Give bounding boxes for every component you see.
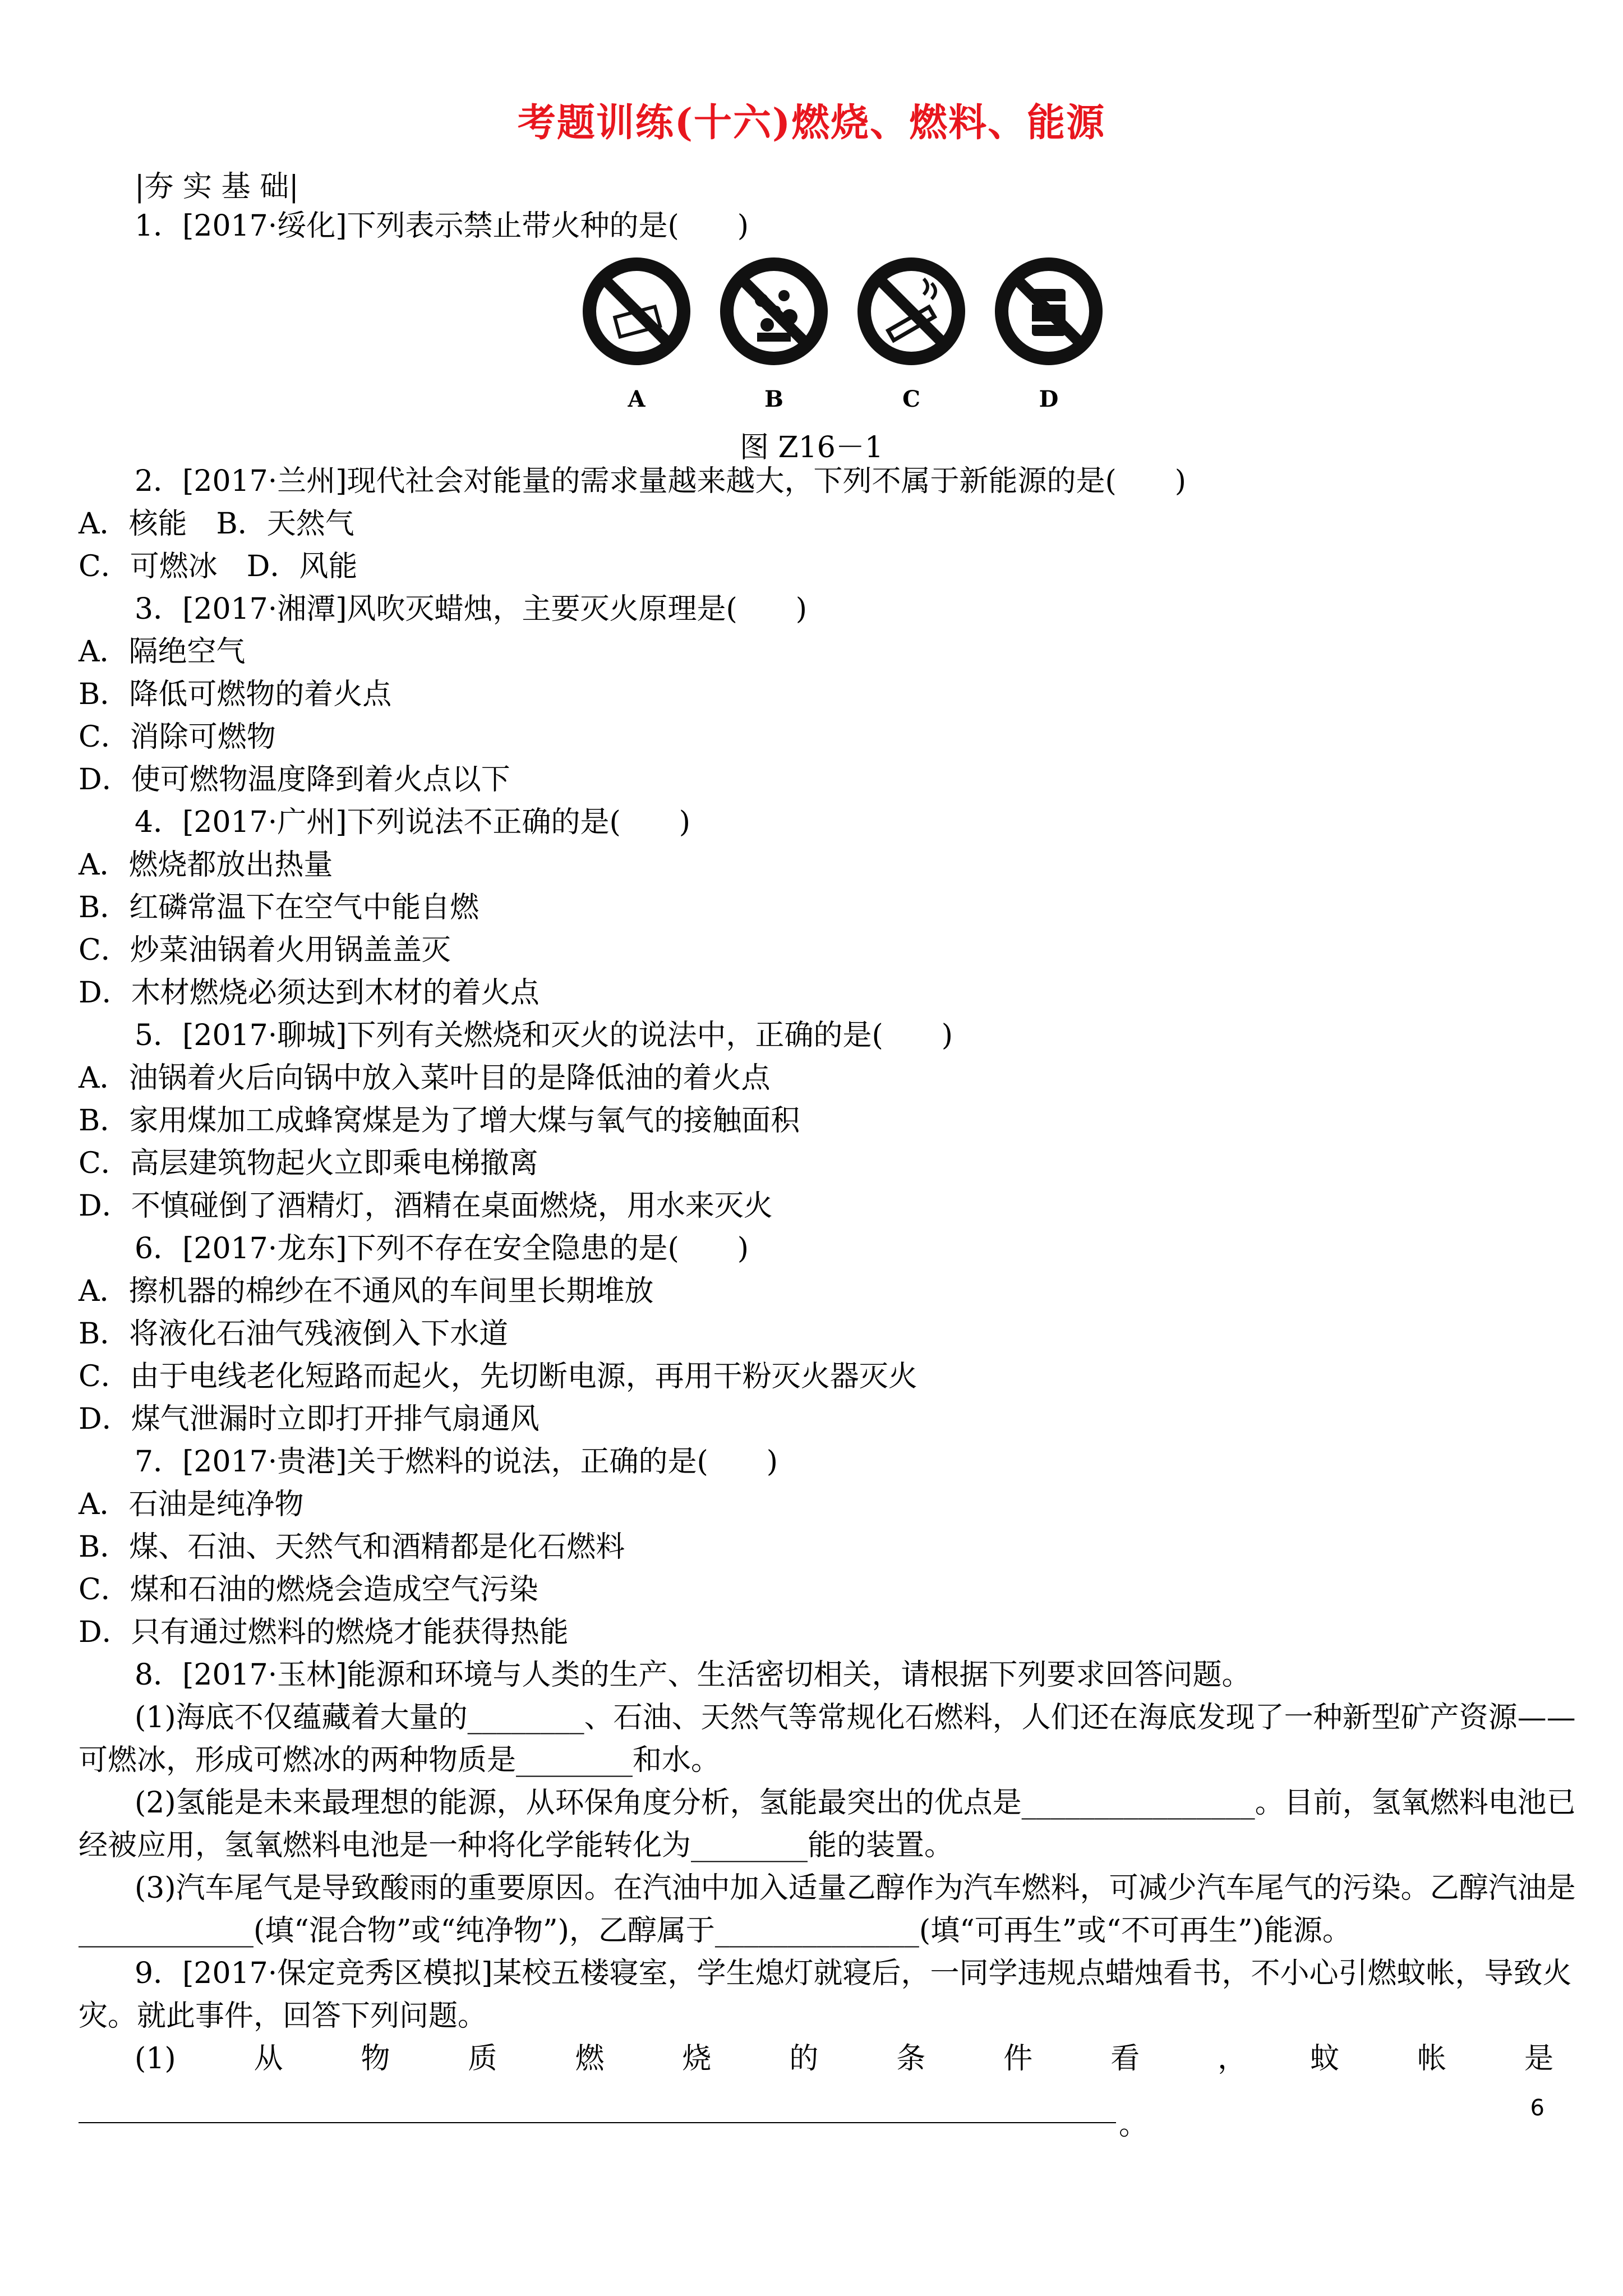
question-5: 5．[2017·聊城]下列有关燃烧和灭火的说法中，正确的是( ) [135,1019,953,1052]
option-line: C．炒菜油锅着火用锅盖盖灭 [79,933,451,967]
question-8: 8．[2017·玉林]能源和环境与人类的生产、生活密切相关，请根据下列要求回答问题。 [135,1658,1251,1692]
option-line: B．家用煤加工成蜂窝煤是为了增大煤与氧气的接触面积 [79,1104,800,1138]
figure-label-b: B [764,386,783,412]
option-line: D．煤气泄漏时立即打开排气扇通风 [79,1402,540,1436]
question-6: 6．[2017·龙东]下列不存在安全隐患的是( ) [135,1232,749,1266]
question-3: 3．[2017·湘潭]风吹灭蜡烛，主要灭火原理是( ) [135,592,808,626]
figure-label-d: D [1039,386,1059,412]
question-8-part-3: (3)汽车尾气是导致酸雨的重要原因。在汽油中加入适量乙醇作为汽车燃料，可减少汽车尾气的污染。乙醇汽油是 [135,1871,1576,1905]
page-number: 6 [1530,2095,1544,2121]
option-line: B．将液化石油气残液倒入下水道 [79,1317,509,1351]
option-line: A．石油是纯净物 [79,1488,304,1521]
question-1: 1．[2017·绥化]下列表示禁止带火种的是( ) [135,209,749,243]
option-line: A．核能 B．天然气 [79,507,354,541]
question-8-part-2-cont: 经被应用，氢氧燃料电池是一种将化学能转化为________能的装置。 [79,1829,954,1862]
question-2: 2．[2017·兰州]现代社会对能量的需求量越来越大，下列不属于新能源的是( ) [135,464,1187,498]
answer-blank [79,2122,1116,2123]
option-line: C．高层建筑物起火立即乘电梯撤离 [79,1147,538,1180]
no-oil-drum-icon [993,255,1105,367]
figure-label-a: A [628,386,645,412]
option-line: A．隔绝空气 [79,635,246,669]
no-fireworks-icon [718,255,830,367]
option-line: A．擦机器的棉纱在不通风的车间里长期堆放 [79,1274,654,1308]
option-line: D．使可燃物温度降到着火点以下 [79,763,510,797]
option-line: B．煤、石油、天然气和酒精都是化石燃料 [79,1530,625,1564]
figure-signs [580,255,1108,379]
option-line: B．降低可燃物的着火点 [79,678,392,711]
option-line: B．红磷常温下在空气中能自燃 [79,891,479,924]
section-heading: |夯 实 基 础| [135,170,299,204]
page-title: 考题训练(十六)燃烧、燃料、能源 [517,100,1106,145]
no-matches-icon [580,255,693,367]
option-line: C．可燃冰 D．风能 [79,550,358,583]
question-8-part-1: (1)海底不仅蕴藏着大量的________、石油、天然气等常规化石燃料，人们还在海底发现了一种新型矿产资源—— [135,1701,1576,1734]
question-9-part-1: (1) 从 物 质 燃 烧 的 条 件 看 ， 蚊 帐 是 [135,2042,1553,2076]
question-8-part-3-cont: ____________(填“混合物”或“纯净物”)，乙醇属于______________(填“可再生”或“不可再生”)能源。 [79,1914,1352,1948]
option-line: A．油锅着火后向锅中放入菜叶目的是降低油的着火点 [79,1061,771,1095]
figure-label-c: C [902,386,920,412]
option-line: C．消除可燃物 [79,720,276,754]
option-line: C．由于电线老化短路而起火，先切断电源，再用干粉灭火器灭火 [79,1360,917,1393]
option-line: D．只有通过燃料的燃烧才能获得热能 [79,1616,569,1649]
question-7: 7．[2017·贵港]关于燃料的说法，正确的是( ) [135,1445,778,1479]
answer-blank-end: 。 [1119,2108,1149,2142]
question-4: 4．[2017·广州]下列说法不正确的是( ) [135,806,691,839]
figure-caption: 图 Z16－1 [740,431,883,464]
question-9: 9．[2017·保定竞秀区模拟]某校五楼寝室，学生熄灯就寝后，一同学违规点蜡烛看书，不小心引燃蚊帐，导致火 [135,1957,1572,1990]
option-line: C．煤和石油的燃烧会造成空气污染 [79,1573,538,1607]
no-smoking-icon [855,255,967,367]
question-8-part-2: (2)氢能是未来最理想的能源，从环保角度分析，氢能最突出的优点是________________。目前，氢氧燃料电池已 [135,1786,1576,1820]
question-9-cont: 灾。就此事件，回答下列问题。 [79,1999,487,2033]
option-line: D．不慎碰倒了酒精灯，酒精在桌面燃烧，用水来灭火 [79,1189,773,1223]
option-line: D．木材燃烧必须达到木材的着火点 [79,976,540,1010]
option-line: A．燃烧都放出热量 [79,848,333,882]
question-8-part-1-cont: 可燃冰，形成可燃冰的两种物质是________和水。 [79,1743,721,1777]
